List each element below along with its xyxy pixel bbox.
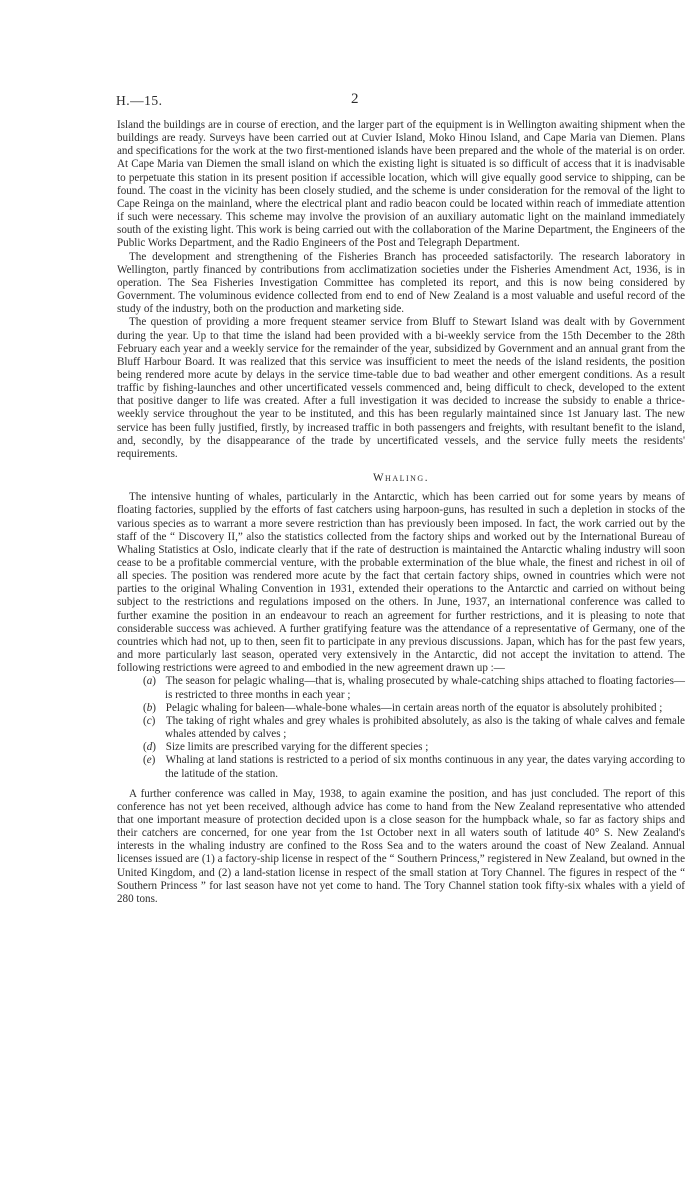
restriction-text: Pelagic whaling for baleen—whale-bone whales—in certain areas north of the equator is absolutely prohibited ;	[165, 701, 663, 714]
restriction-text: The taking of right whales and grey whales is prohibited absolutely, as also is the taking of whale calves and female whales attended by calves ;	[165, 714, 685, 741]
restriction-item: (c) The taking of right whales and grey whales is prohibited absolutely, as also is the taking of whale calves and female whales attended by calves ;	[143, 714, 685, 741]
paragraph-fisheries: The development and strengthening of the Fisheries Branch has proceeded satisfactorily. The research laboratory in Wellington, partly financed by contributions from acclimatization societies under the Fisheries Amendment Act, 1936, is in operation. The Sea Fisheries Investigation Committee has completed its report, and this is now being considered by Government. The voluminous evidence collected from end to end of New Zealand is a most valuable and useful record of the study of the industry, both on the production and marketing side.	[117, 250, 685, 316]
document-body	[117, 119, 685, 906]
restriction-label: b	[146, 701, 153, 714]
restriction-label: e	[146, 754, 152, 767]
document-reference: H.—15.	[116, 93, 163, 108]
paragraph-stewart-island: The question of providing a more frequent steamer service from Bluff to Stewart Island was dealt with by Government during the year. Up to that time the island had been provided with a bi-weekly service from the 15th December to the 28th February each year and a weekly service for the remainder of the year, subsidized by Government and an annual grant from the Bluff Harbour Board. It was realized that this service was insufficient to meet the needs of the island residents, the position being rendered more acute by delays in the service time-table due to bad weather and other emergent conditions. As a result traffic by fishing-launches and other uncertificated vessels commenced and, being difficult to check, developed to the extent that positive danger to life was created. After a full investigation it was decided to increase the subsidy to enable a thrice-weekly service throughout the year to be instituted, and this has been regularly maintained since 1st January last. The new service has been fully justified, firstly, by increased traffic in both passengers and freights, with resultant benefit to the island, and, secondly, by the disappearance of the trade by uncertificated vessels, and the service fully meets the residents' requirements.	[117, 316, 685, 460]
restriction-item: (a) The season for pelagic whaling—that is, whaling prosecuted by whale-catching ships attached to floating factories—is restricted to three months in each year ;	[143, 675, 686, 701]
restriction-label: d	[146, 741, 153, 754]
paragraph-conference: A further conference was called in May, 1938, to again examine the position, and has just concluded. The report of this conference has not yet been received, although advice has come to hand from the New Zealand representative who attended that one important measure of protection decided upon is a close season for the humpback whale, so far as factory ships and their catchers are concerned, for one year from the 1st October next in all waters south of latitude 40° S. New Zealand's interests in the whaling industry are confined to the Ross Sea and to the waters around the coast of New Zealand. Annual licenses issued are (1) a factory-ship license in respect of the “ Southern Princess,” registered in New Zealand, but owned in the United Kingdom, and (2) a land-station license in respect of the small station at Tory Channel. The figures in respect of the “ Southern Princess ” for last season have not yet come to hand. The Tory Channel station took fifty-six whales with a yield of 280 tons.	[117, 787, 685, 905]
restriction-label: c	[146, 714, 152, 727]
paragraph-whaling: The intensive hunting of whales, particularly in the Antarctic, which has been carried out for some years by means of floating factories, supplied by the efforts of fast catchers using harpoon-guns, has resulted in such a depletion in stocks of the various species as to warrant a more severe restriction than has previously been imposed. In fact, the work carried out by the staff of the “ Discovery II,” also the statistics collected from the factory ships and worked out by the International Bureau of Whaling Statistics at Oslo, indicate clearly that if the rate of destruction is maintained the Antarctic whaling industry will soon cease to be a profitable commercial venture, with the probable extermination of the blue whale, the finest and richest in oil of all species. The position was rendered more acute by the fact that certain factory ships, owned in countries which were not parties to the original Whaling Convention in 1931, extended their operations to the Antarctic and carried on without being subject to the restrictions and regulations imposed on the others. In June, 1937, an international conference was called to further examine the position in an endeavour to reach an agreement for further restrictions, and it is pleasing to note that considerable success was achieved. A further gratifying feature was the attendance of a representative of Germany, one of the countries which had not, up to then, seen fit to participate in any previous discussions. Japan, which has for the past few years, and more particularly last season, operated very extensively in the Antarctic, did not accept the invitation to attend. The following restrictions were agreed to and embodied in the new agreement drawn up :—	[117, 491, 685, 675]
restriction-text: Size limits are prescribed varying for the different species ;	[165, 741, 429, 754]
paragraph-lighthouses: Island the buildings are in course of erection, and the larger part of the equipment is in Wellington awaiting shipment when the buildings are ready. Surveys have been carried out at Cuvier Island, Moko Hinou Island, and Cape Maria van Diemen. Plans and specifications for the work at the two first-mentioned islands have been prepared and the whole of the material is on order. At Cape Maria van Diemen the small island on which the existing light is situated is so difficult of access that it is inadvisable to perpetuate this station in its present position if accessible location, which will give equally good service to shipping, can be found. The coast in the vicinity has been closely studied, and the scheme is under consideration for the removal of the light to Cape Reinga on the mainland, where the electrical plant and radio beacon could be located within reach of immediate attention if such were necessary. This scheme may involve the provision of an auxiliary automatic light on the mainland immediately south of the existing light. This work is being carried out with the collaboration of the Marine Department, the Engineers of the Public Works Department, and the Radio Engineers of the Post and Telegraph Department.	[117, 119, 685, 250]
restriction-label: a	[146, 675, 153, 688]
restriction-text: Whaling at land stations is restricted to a period of six months continuous in any year, the dates varying according to the latitude of the station.	[165, 754, 685, 780]
restriction-item: (d) Size limits are prescribed varying for the different species ;	[143, 741, 429, 754]
restriction-text: The season for pelagic whaling—that is, whaling prosecuted by whale-catching ships attached to floating factories—is restricted to three months in each year ;	[165, 675, 686, 701]
restriction-item: (b) Pelagic whaling for baleen—whale-bone whales—in certain areas north of the equator is absolutely prohibited ;	[143, 701, 663, 714]
restriction-item: (e) Whaling at land stations is restricted to a period of six months continuous in any year, the dates varying according to the latitude of the station.	[143, 754, 685, 780]
section-heading-whaling: Whaling.	[372, 472, 430, 485]
restrictions-list	[117, 675, 685, 780]
page-number: 2	[351, 91, 359, 107]
